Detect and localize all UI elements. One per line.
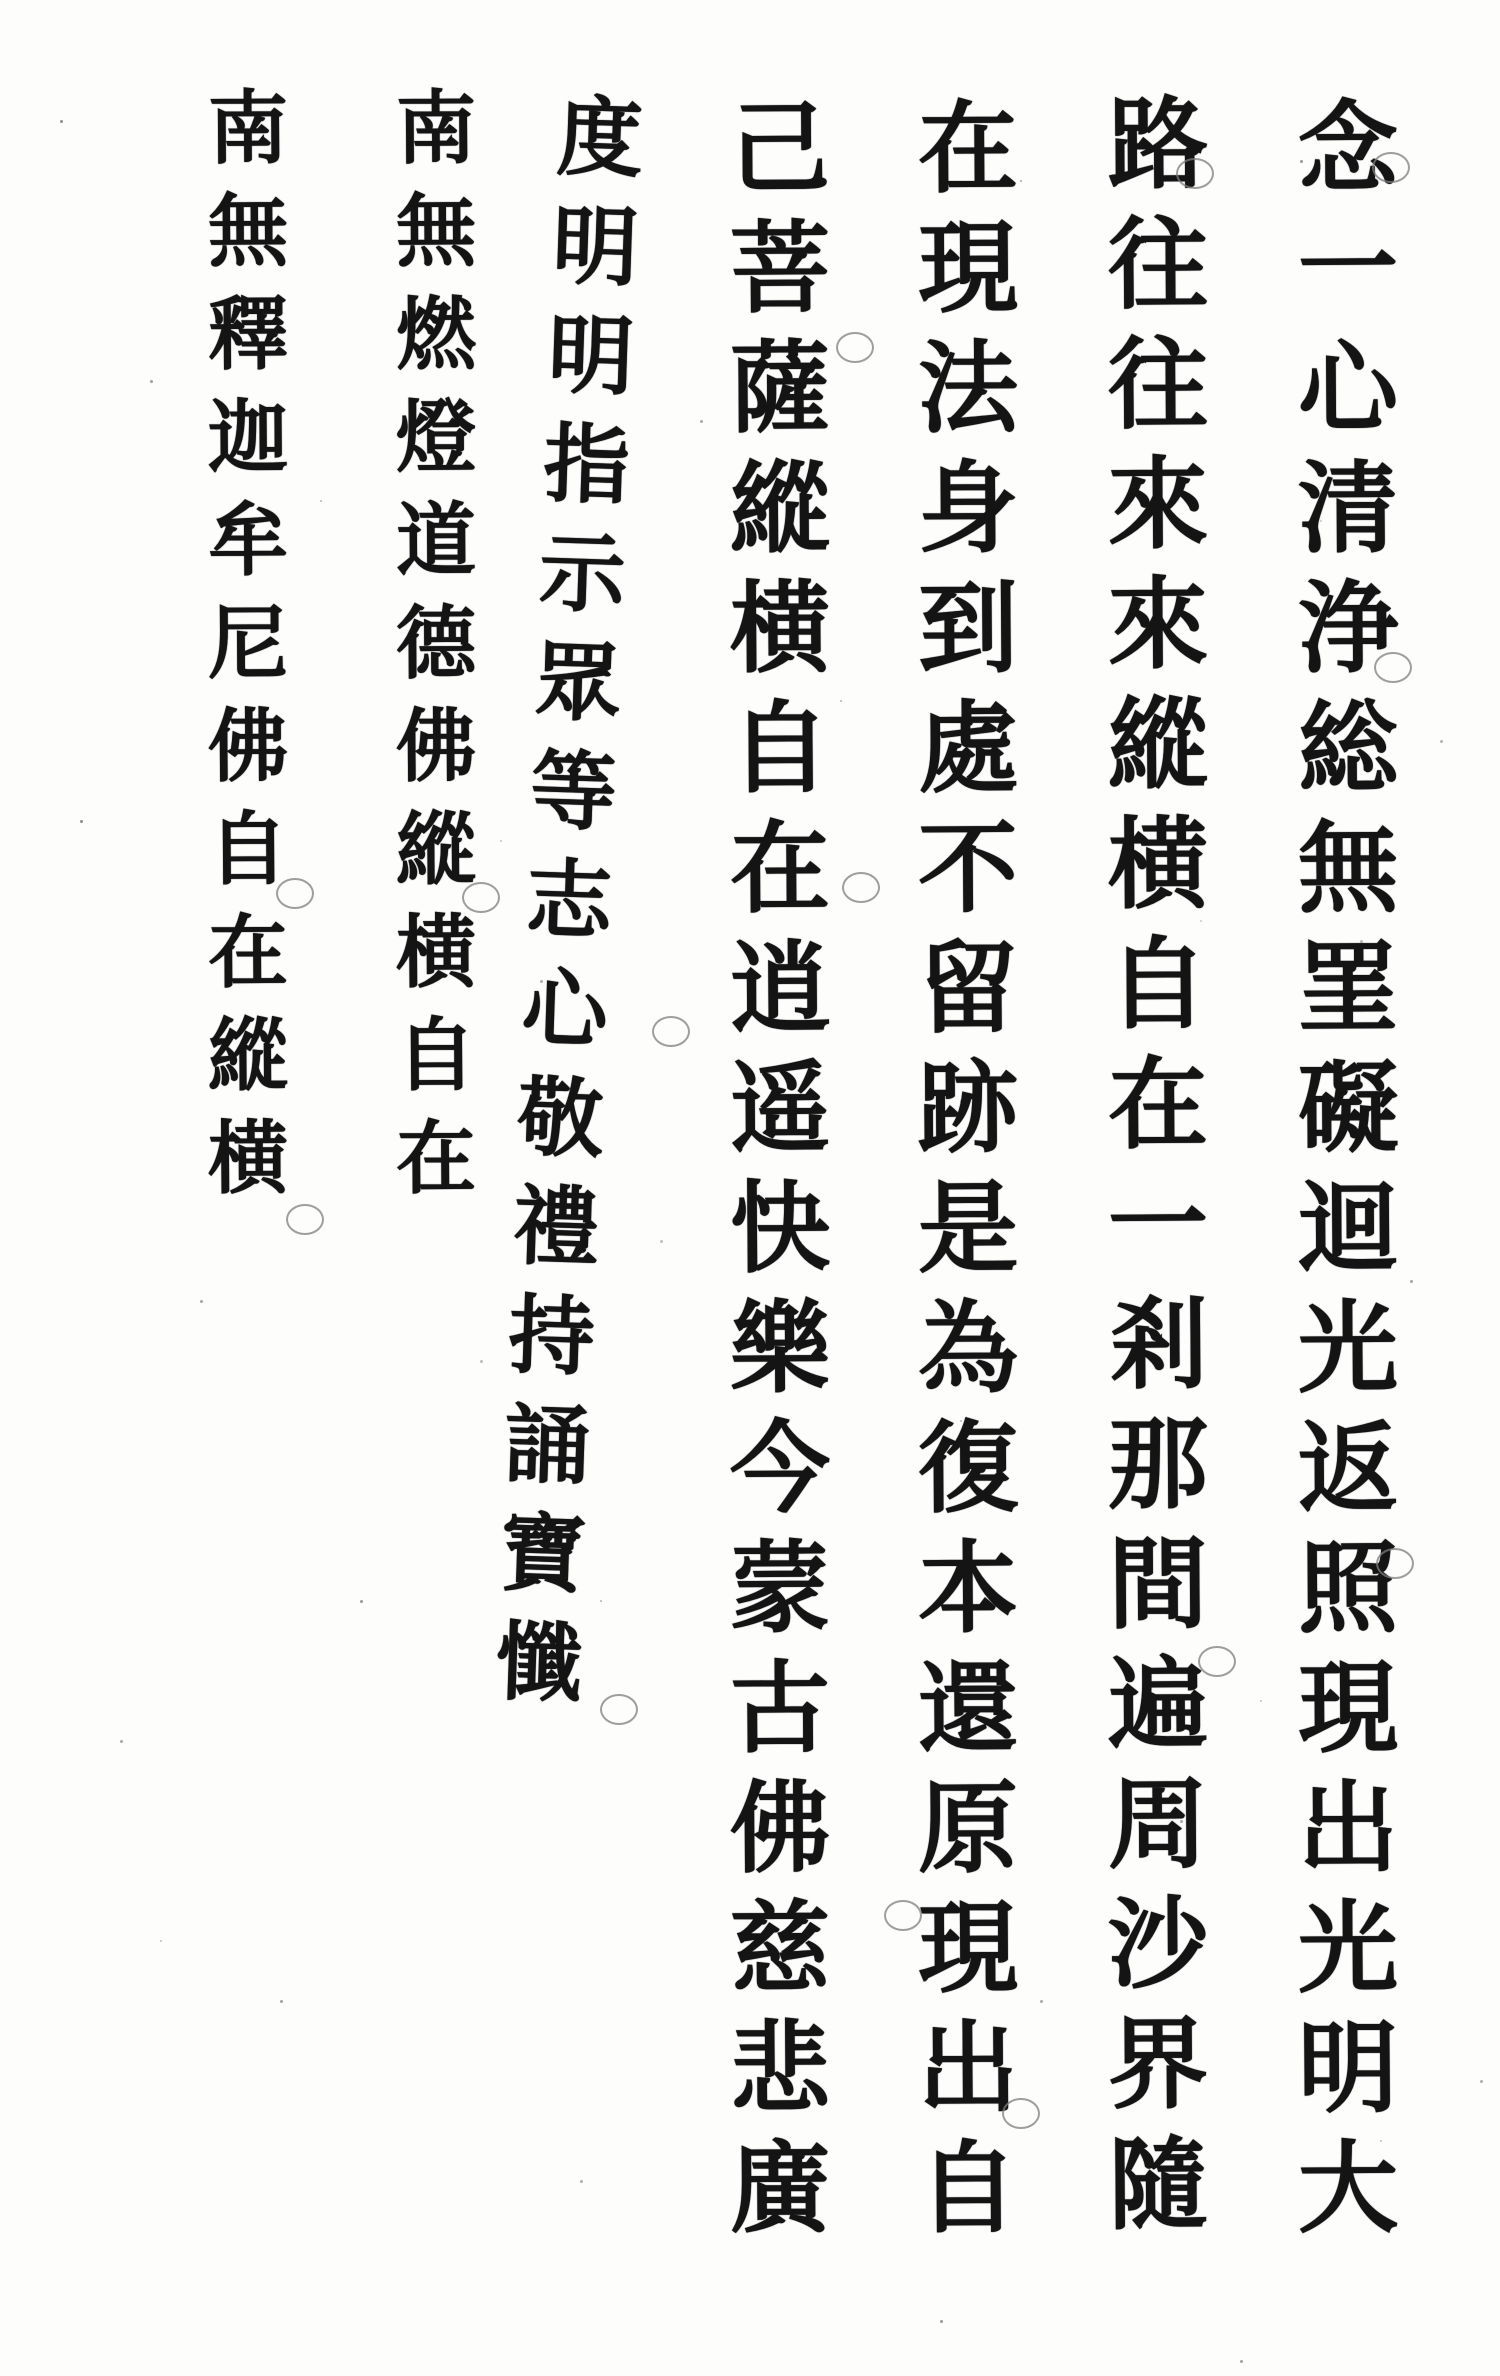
calligraphy-char: 來	[1107, 564, 1209, 684]
calligraphy-char: 心	[520, 957, 610, 1062]
calligraphy-char: 在	[395, 1110, 477, 1205]
calligraphy-char: 間	[1107, 1524, 1209, 1644]
calligraphy-char: 原	[917, 1768, 1019, 1888]
calligraphy-char: 南	[207, 80, 289, 175]
emphasis-circle-mark	[652, 1016, 690, 1047]
calligraphy-char: 横	[729, 568, 831, 688]
calligraphy-char: 界	[1107, 2004, 1209, 2124]
calligraphy-char: 己	[729, 88, 831, 208]
calligraphy-char: 快	[729, 1168, 831, 1288]
calligraphy-char: 大	[1297, 2128, 1399, 2248]
calligraphy-char: 為	[917, 1288, 1019, 1408]
calligraphy-char: 現	[1297, 1648, 1399, 1768]
calligraphy-char: 沙	[1107, 1884, 1209, 2004]
calligraphy-char: 現	[917, 1888, 1019, 2008]
calligraphy-char: 往	[1107, 204, 1209, 324]
calligraphy-char: 等	[528, 739, 619, 844]
calligraphy-char: 今	[729, 1408, 831, 1528]
calligraphy-char: 悲	[729, 2008, 831, 2128]
calligraphy-char: 指	[542, 412, 632, 517]
calligraphy-char: 光	[1297, 1888, 1399, 2008]
calligraphy-char: 誦	[502, 1393, 592, 1497]
calligraphy-char: 寶	[498, 1501, 588, 1606]
calligraphy-char: 出	[917, 2008, 1019, 2128]
calligraphy-char: 迴	[1297, 1168, 1399, 1288]
calligraphy-char: 在	[729, 808, 831, 928]
calligraphy-char: 横	[395, 904, 477, 999]
calligraphy-char: 清	[1297, 448, 1399, 568]
calligraphy-char: 留	[917, 928, 1019, 1048]
calligraphy-char: 自	[917, 2128, 1019, 2248]
calligraphy-char: 自	[729, 688, 831, 808]
text-column-1	[1270, 88, 1426, 2248]
emphasis-circle-mark	[842, 872, 880, 903]
calligraphy-char: 志	[524, 848, 614, 953]
calligraphy-char: 在	[1107, 1044, 1209, 1164]
calligraphy-char: 道	[395, 492, 477, 587]
calligraphy-char: 懺	[493, 1610, 584, 1715]
calligraphy-char: 縱	[395, 801, 477, 896]
calligraphy-char: 德	[395, 595, 477, 690]
calligraphy-char: 隨	[1107, 2124, 1209, 2244]
calligraphy-char: 身	[917, 448, 1019, 568]
calligraphy-char: 縱	[207, 1007, 289, 1102]
calligraphy-char: 自	[1107, 924, 1209, 1044]
text-column-4	[702, 88, 858, 2248]
calligraphy-char: 照	[1297, 1528, 1399, 1648]
calligraphy-char: 佛	[395, 698, 477, 793]
calligraphy-char: 是	[917, 1168, 1019, 1288]
calligraphy-char: 明	[546, 303, 636, 408]
calligraphy-char: 法	[917, 328, 1019, 448]
calligraphy-char: 牟	[207, 492, 289, 587]
calligraphy-char: 横	[1107, 804, 1209, 924]
calligraphy-char: 慈	[729, 1888, 831, 2008]
calligraphy-char: 燃	[395, 286, 477, 381]
calligraphy-char: 浄	[1297, 568, 1399, 688]
calligraphy-char: 到	[917, 568, 1019, 688]
emphasis-circle-mark	[462, 882, 500, 913]
calligraphy-char: 示	[537, 521, 627, 626]
text-column-2	[1080, 84, 1236, 2244]
emphasis-circle-mark	[1176, 158, 1214, 189]
emphasis-circle-mark	[1198, 1646, 1236, 1677]
calligraphy-char: 逍	[729, 928, 831, 1048]
emphasis-circle-mark	[1372, 152, 1410, 183]
calligraphy-char: 罣	[1297, 928, 1399, 1048]
text-column-7	[170, 76, 326, 1209]
calligraphy-char: 周	[1107, 1764, 1209, 1884]
calligraphy-char: 遥	[729, 1048, 831, 1168]
calligraphy-char: 縱	[1107, 684, 1209, 804]
calligraphy-char: 菩	[729, 208, 831, 328]
emphasis-circle-mark	[1376, 1548, 1414, 1579]
calligraphy-char: 明	[1297, 2008, 1399, 2128]
calligraphy-char: 遍	[1107, 1644, 1209, 1764]
calligraphy-char: 縱	[729, 448, 831, 568]
calligraphy-char: 剎	[1107, 1284, 1209, 1404]
calligraphy-char: 迦	[207, 389, 289, 484]
emphasis-circle-mark	[884, 1900, 922, 1931]
calligraphy-char: 本	[917, 1528, 1019, 1648]
calligraphy-char: 出	[1297, 1768, 1399, 1888]
emphasis-circle-mark	[1002, 2098, 1040, 2129]
calligraphy-char: 心	[1297, 328, 1399, 448]
calligraphy-char: 尼	[207, 595, 289, 690]
calligraphy-char: 禮	[511, 1175, 601, 1279]
calligraphy-char: 無	[207, 183, 289, 278]
calligraphy-char: 在	[207, 904, 289, 999]
calligraphy-char: 自	[207, 801, 289, 896]
calligraphy-char: 佛	[207, 698, 289, 793]
calligraphy-char: 礙	[1297, 1048, 1399, 1168]
emphasis-circle-mark	[836, 332, 874, 363]
calligraphy-char: 持	[507, 1284, 597, 1388]
emphasis-circle-mark	[1374, 652, 1412, 683]
calligraphy-char: 敬	[515, 1066, 606, 1171]
calligraphy-char: 燈	[395, 389, 477, 484]
calligraphy-char: 薩	[729, 328, 831, 448]
calligraphy-char: 還	[917, 1648, 1019, 1768]
calligraphy-char: 古	[729, 1648, 831, 1768]
calligraphy-char: 往	[1107, 324, 1209, 444]
calligraphy-char: 那	[1107, 1404, 1209, 1524]
calligraphy-char: 自	[395, 1007, 477, 1102]
calligraphy-char: 在	[917, 88, 1019, 208]
emphasis-circle-mark	[276, 878, 314, 909]
calligraphy-char: 返	[1297, 1408, 1399, 1528]
calligraphy-char: 総	[1297, 688, 1399, 808]
calligraphy-char: 佛	[729, 1768, 831, 1888]
calligraphy-char: 念	[1297, 88, 1399, 208]
calligraphy-char: 路	[1107, 84, 1209, 204]
calligraphy-char: 度	[555, 86, 645, 190]
calligraphy-char: 一	[1297, 208, 1399, 328]
calligraphy-char: 不	[917, 808, 1019, 928]
calligraphy-char: 處	[917, 688, 1019, 808]
calligraphy-char: 南	[395, 80, 477, 175]
calligraphy-char: 蒙	[729, 1528, 831, 1648]
calligraphy-char: 横	[207, 1110, 289, 1205]
text-column-6	[358, 76, 514, 1209]
calligraphy-char: 光	[1297, 1288, 1399, 1408]
calligraphy-char: 現	[917, 208, 1019, 328]
calligraphy-char: 眾	[533, 630, 623, 735]
emphasis-circle-mark	[286, 1204, 324, 1235]
calligraphy-char: 跡	[917, 1048, 1019, 1168]
calligraphy-char: 復	[917, 1408, 1019, 1528]
calligraphy-char: 無	[395, 183, 477, 278]
emphasis-circle-mark	[600, 1694, 638, 1725]
calligraphy-char: 廣	[729, 2128, 831, 2248]
calligraphy-char: 釋	[207, 286, 289, 381]
calligraphy-char: 一	[1107, 1164, 1209, 1284]
calligraphy-char: 無	[1297, 808, 1399, 928]
calligraphy-char: 來	[1107, 444, 1209, 564]
calligraphy-char: 明	[550, 194, 641, 299]
scan-noise-speckles	[60, 120, 63, 123]
calligraphy-char: 樂	[729, 1288, 831, 1408]
